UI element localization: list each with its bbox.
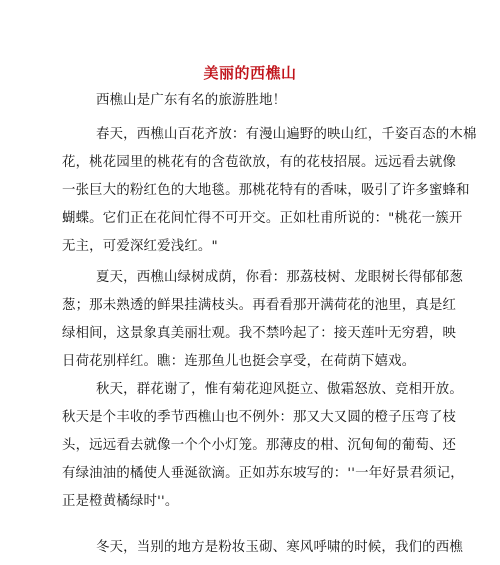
autumn-line-4: 有绿油油的橘使人垂涎欲滴。正如苏东坡写的：''一年好景君须记， bbox=[62, 466, 464, 481]
intro-line: 西樵山是广东有名的旅游胜地！ bbox=[96, 93, 287, 108]
spring-line-3: 一张巨大的粉红色的大地毯。那桃花特有的香味，吸引了许多蜜蜂和 bbox=[62, 183, 470, 198]
autumn-paragraph bbox=[62, 376, 464, 516]
intro-paragraph bbox=[62, 87, 442, 115]
spring-line-2: 花，桃花园里的桃花有的含苞欲放，有的花枝招展。远远看去就像 bbox=[62, 155, 457, 170]
summer-line-4: 日荷花别样红。瞧：连那鱼儿也挺会享受，在荷荫下嬉戏。 bbox=[62, 354, 416, 369]
summer-line-3: 绿相间，这景象真美丽壮观。我不禁吟起了：接天莲叶无穷碧，映 bbox=[62, 326, 457, 341]
spring-line-1: 春天，西樵山百花齐放：有漫山遍野的映山红，千姿百态的木棉 bbox=[96, 127, 477, 142]
summer-paragraph bbox=[62, 264, 463, 376]
spring-line-5: 无主，可爱深红爱浅红。" bbox=[62, 239, 218, 254]
autumn-line-5: 正是橙黄橘绿时''。 bbox=[62, 494, 179, 509]
winter-line-1: 冬天，当别的地方是粉妆玉砌、寒风呼啸的时候，我们的西樵 bbox=[96, 540, 463, 555]
spring-paragraph bbox=[62, 121, 477, 261]
summer-line-1: 夏天，西樵山绿树成荫，你看：那荔枝树、龙眼树长得郁郁葱 bbox=[96, 270, 463, 285]
summer-line-2: 葱；那未熟透的鲜果挂满枝头。再看看那开满荷花的池里，真是红 bbox=[62, 298, 457, 313]
autumn-line-3: 头，远远看去就像一个个小灯笼。那薄皮的柑、沉甸甸的葡萄、还 bbox=[62, 438, 457, 453]
spring-line-4: 蝴蝶。它们正在花间忙得不可开交。正如杜甫所说的："桃花一簇开 bbox=[62, 211, 463, 226]
document-title: 美丽的西樵山 bbox=[203, 64, 297, 82]
autumn-line-1: 秋天，群花谢了，惟有菊花迎风挺立、傲霜怒放、竞相开放。 bbox=[96, 382, 463, 397]
autumn-line-2: 秋天是个丰收的季节西樵山也不例外：那又大又圆的橙子压弯了枝 bbox=[62, 410, 457, 425]
winter-paragraph bbox=[62, 534, 463, 562]
